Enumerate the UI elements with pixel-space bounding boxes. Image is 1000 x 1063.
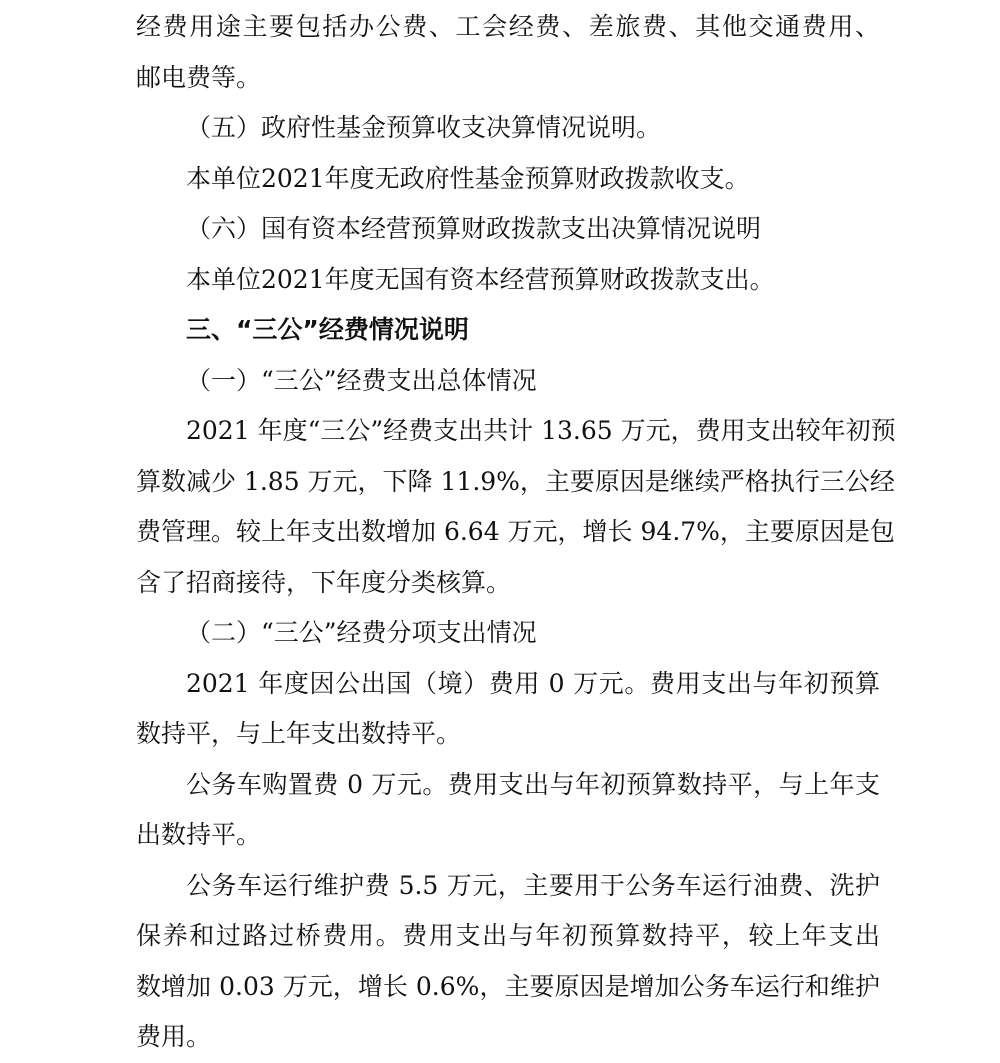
text-line: 经费用途主要包括办公费、工会经费、差旅费、其他交通费用、 [136, 12, 880, 41]
text-line: 邮电费等。 [136, 62, 262, 92]
text-line: 本单位2021年度无政府性基金预算财政拨款收支。 [186, 163, 750, 193]
text-line: （六）国有资本经营预算财政拨款支出决算情况说明 [186, 214, 762, 243]
text-line: 2021 年度因公出国（境）费用 0 万元。费用支出与年初预算 [186, 668, 880, 698]
text-line: 公务车购置费 0 万元。费用支出与年初预算数持平，与上年支 [186, 769, 880, 799]
text-line: （五）政府性基金预算收支决算情况说明。 [186, 113, 662, 142]
text-line: 算数减少 1.85 万元，下降 11.9%，主要原因是继续严格执行三公经 [136, 466, 895, 496]
text-line: 数持平，与上年支出数持平。 [136, 719, 462, 748]
text-line: 出数持平。 [136, 820, 262, 849]
text-line: 费用。 [136, 1022, 212, 1051]
text-line: 2021 年度“三公”经费支出共计 13.65 万元，费用支出较年初预 [186, 416, 896, 445]
text-line: （二）“三公”经费分项支出情况 [186, 618, 537, 647]
text-line: 含了招商接待，下年度分类核算。 [136, 567, 512, 597]
text-line: 公务车运行维护费 5.5 万元，主要用于公务车运行油费、洗护 [186, 870, 880, 900]
text-line: 本单位2021年度无国有资本经营预算财政拨款支出。 [186, 264, 775, 294]
text-line: 费管理。较上年支出数增加 6.64 万元，增长 94.7%，主要原因是包 [136, 517, 895, 546]
text-line: 保养和过路过桥费用。费用支出与年初预算数持平，较上年支出 [136, 921, 880, 950]
text-line: （一）“三公”经费支出总体情况 [186, 365, 537, 395]
section-heading: 三、“三公”经费情况说明 [186, 315, 469, 344]
document-page [136, 0, 896, 1063]
text-line: 数增加 0.03 万元，增长 0.6%，主要原因是增加公务车运行和维护 [136, 971, 880, 1001]
